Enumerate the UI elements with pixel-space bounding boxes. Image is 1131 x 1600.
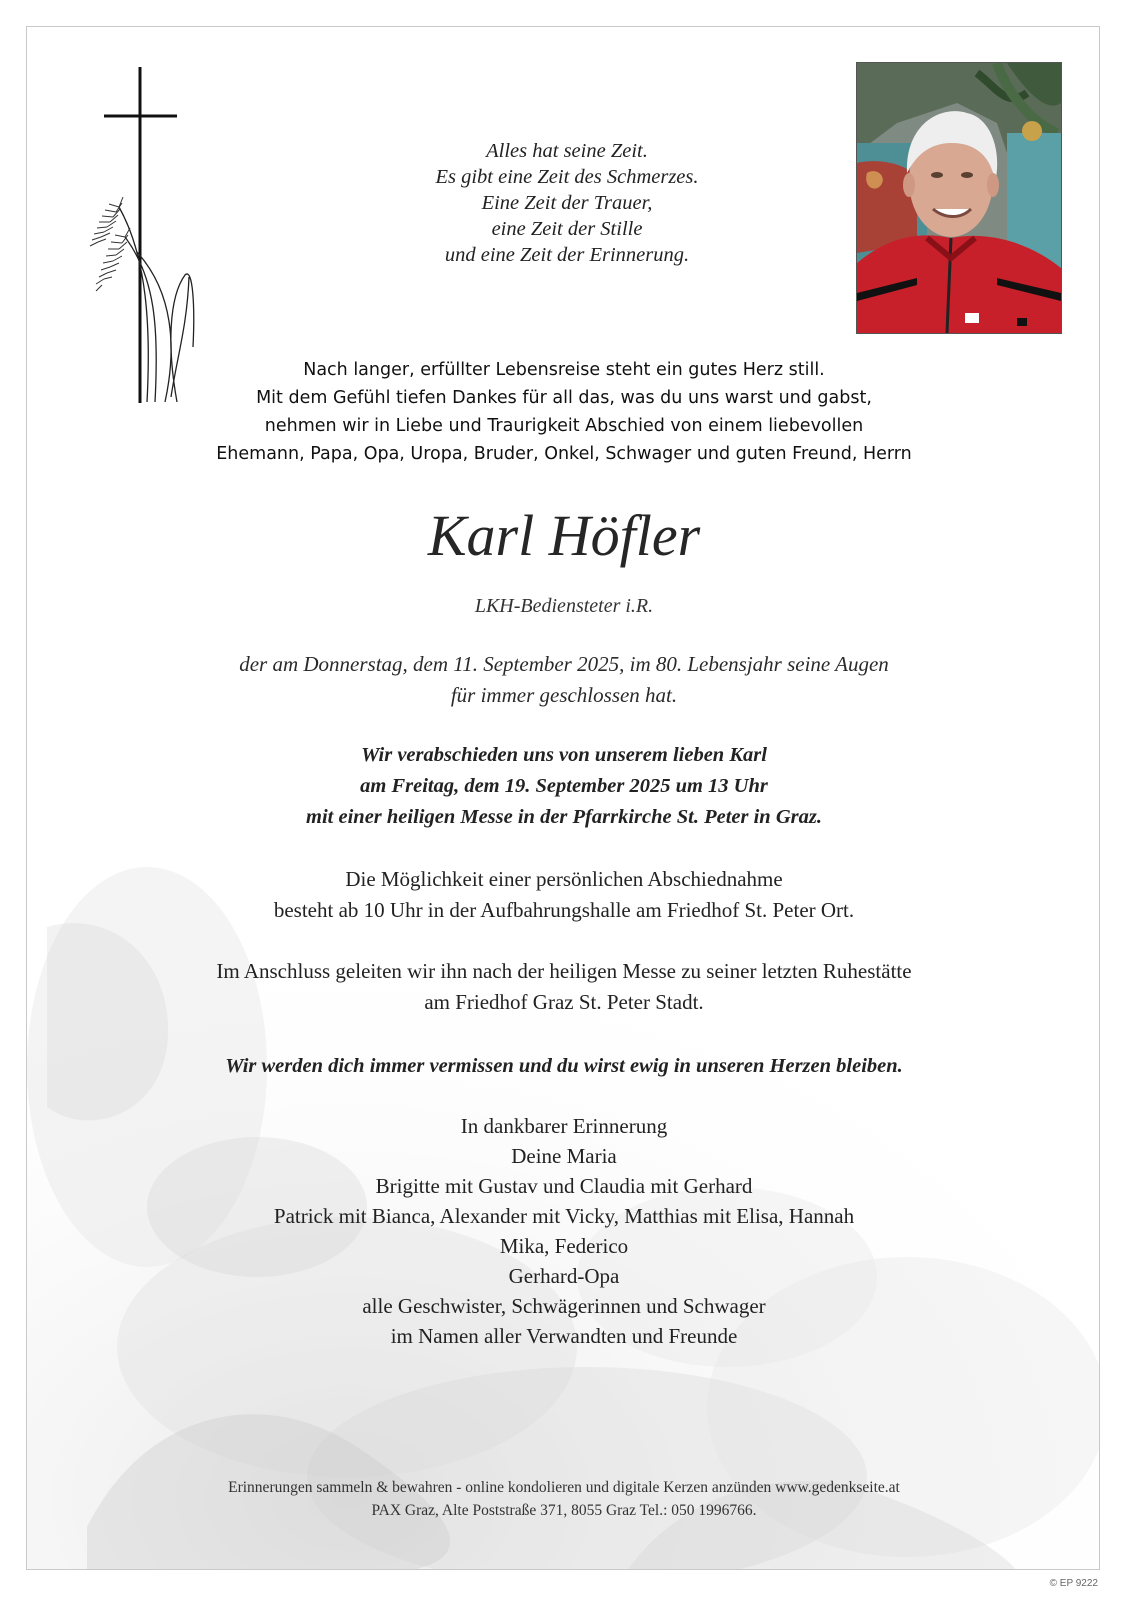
poem-line: Es gibt eine Zeit des Schmerzes. xyxy=(435,166,699,188)
farewell-line: Wir verabschieden uns von unserem lieben Karl xyxy=(361,744,767,766)
deceased-occupation: LKH-Bediensteter i.R. xyxy=(474,595,654,617)
mourners-line: Patrick mit Bianca, Alexander mit Vicky, Matthias mit Elisa, Hannah xyxy=(273,1204,855,1228)
farewell-line: am Freitag, dem 19. September 2025 um 13 Uhr xyxy=(360,775,768,797)
burial-line: Im Anschluss geleiten wir ihn nach der heiligen Messe zu seiner letzten Ruhestätte xyxy=(216,959,912,983)
cross-icon xyxy=(104,67,177,403)
death-notice-line: der am Donnerstag, dem 11. September 2025, im 80. Lebensjahr seine Augen xyxy=(239,652,889,676)
burial-info xyxy=(27,956,1100,1018)
mourners-line: In dankbarer Erinnerung xyxy=(460,1114,668,1138)
poem-line: und eine Zeit der Erinnerung. xyxy=(444,244,690,266)
mourners-line: Deine Maria xyxy=(511,1144,617,1168)
death-notice-line: für immer geschlossen hat. xyxy=(450,683,678,707)
intro-line: Ehemann, Papa, Opa, Uropa, Bruder, Onkel, Schwager und guten Freund, Herrn xyxy=(216,444,912,464)
poem-line: Eine Zeit der Trauer, xyxy=(481,192,653,214)
farewell-details xyxy=(27,740,1100,833)
obituary-card xyxy=(26,26,1100,1570)
burial-line: am Friedhof Graz St. Peter Stadt. xyxy=(424,990,704,1014)
mourners-line: im Namen aller Verwandten und Freunde xyxy=(390,1324,738,1348)
closing-statement: Wir werden dich immer vermissen und du wirst ewig in unseren Herzen bleiben. xyxy=(225,1055,903,1077)
mourners-line: alle Geschwister, Schwägerinnen und Schwager xyxy=(362,1294,766,1318)
poem-line: Alles hat seine Zeit. xyxy=(486,140,648,162)
mourners-line: Mika, Federico xyxy=(499,1234,629,1258)
poem xyxy=(207,138,927,268)
intro-line: Nach langer, erfüllter Lebensreise steht ein gutes Herz still. xyxy=(303,360,825,380)
viewing-line: Die Möglichkeit einer persönlichen Abschiednahme xyxy=(345,867,783,891)
mourners-list xyxy=(27,1111,1100,1351)
intro-paragraph xyxy=(27,356,1100,468)
death-notice xyxy=(27,649,1100,711)
footer-line: PAX Graz, Alte Poststraße 371, 8055 Graz Tel.: 050 1996766. xyxy=(371,1502,757,1519)
mourners-line: Brigitte mit Gustav und Claudia mit Gerhard xyxy=(375,1174,753,1198)
intro-line: Mit dem Gefühl tiefen Dankes für all das, was du uns warst und gabst, xyxy=(256,388,872,408)
viewing-info xyxy=(27,864,1100,926)
viewing-line: besteht ab 10 Uhr in der Aufbahrungshalle am Friedhof St. Peter Ort. xyxy=(273,898,855,922)
footer-line: Erinnerungen sammeln & bewahren - online kondolieren und digitale Kerzen anzünden www.gedenkseite.at xyxy=(228,1479,900,1496)
farewell-line: mit einer heiligen Messe in der Pfarrkirche St. Peter in Graz. xyxy=(306,806,822,828)
intro-line: nehmen wir in Liebe und Traurigkeit Abschied von einem liebevollen xyxy=(264,416,864,436)
poem-line: eine Zeit der Stille xyxy=(491,218,643,240)
mourners-line: Gerhard-Opa xyxy=(508,1264,620,1288)
footer xyxy=(27,1476,1100,1522)
document-id: © EP 9222 xyxy=(1049,1578,1098,1589)
deceased-name: Karl Höfler xyxy=(427,503,701,568)
